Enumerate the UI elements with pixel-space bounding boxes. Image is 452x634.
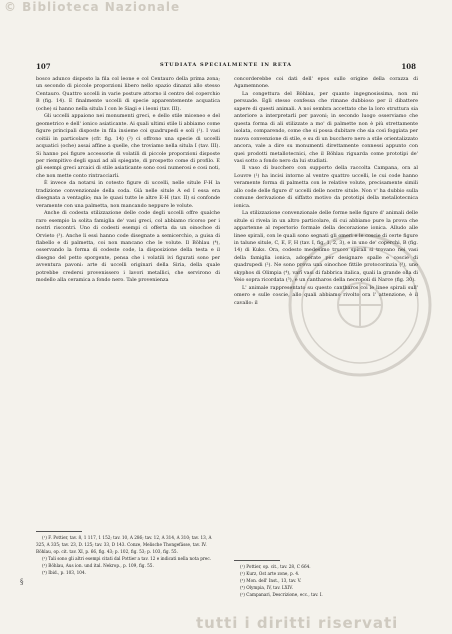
footnote: (²) Tali sono gli altri esempi citati dal Pottier a tav. 12 e indicati nella nota prec. <box>42 555 212 561</box>
paragraph: Gli uccelli appaiono nei monumenti greci, e dello stile miceneo e del geometrico e dell' ionico asiaticante. Ai quali ultimi stile li abbiamo come figure principali disposte in fila insieme coi quadrupedi e soli (¹). I vasi coitiii in particolare (cfr. fig. 14) (²) ci offrono una specie di uccelli acquatici (oche) assai affine a quelle, che troviamo nella situla I (tav. III). Si hanno poi figure accessorie di volatili di piccole proporzioni disposte per riempitivo degli spazi ad ali spiegate, di prospetto come di profilo. E gli esempi greci arcaici di stile asiaticante sono così numerosi e così noti, che non mette conto rintracciarli. <box>36 113 220 179</box>
margin-mark: § <box>20 578 24 586</box>
left-column <box>36 76 220 285</box>
right-footnotes <box>234 564 418 599</box>
paragraph: La congettura del Böhlau, per quanto ingegnosissima, non mi persuade. Egli stesso confessa che rimane dubbioso per il dibattere sapere di questi animali. A noi sembra accettato che la loro struttura sia anteriore a interpretarli per pavoni; in secondo luogo osserviamo che questa forma di ali stilizzate a mo' di palmette non è più strettamente isolata, comparendo, come che si possa dubitare che sia così foggiata per nuova convenzione di stile, e su di un bucchero nero a stile orientalizzato ancora, vale a dire su monumenti direttamente connessi appunto con quei prodotti metallotecnici, che il Böhlau riguarda come prototipi de' vasi sotto a fondo nero da lui studiati. <box>234 90 418 164</box>
right-column <box>234 76 418 307</box>
footnote: (⁴) Olympia, IV, tav. LXIV. <box>240 584 293 590</box>
paragraph: La stilizzazione convenzionale delle forme nelle figure d' animali delle situle si rivela in un altro particolare, di cui abbiamo pure la prova che appartenne al repertorio formale della decorazione ionica. Alludo alle linee spirali, con le quali sono segnati gli omeri e le coscie di certe figure in talune situle, C, E, F, H (tav. I, fig. 1, 2, 3), e in uno de' coperchi, B (fig. 14) di Kuks. Ora, codesto medesimo trucco spirali si trovano nei vasi della famiglia ionica, adoperate per designare spalle e coscie di quadrupedi (²). Ne sono prova una oinochoe fittile protocorinzia (³), uno skyphos di Olimpia (⁴), varî vasi di fabbrica italica, quali la grande olla di Veio sopra ricordata (⁵), e un cantharos della necropoli di Narce (fig. 30). <box>234 210 418 284</box>
running-title: STUDIATA SPECIALMENTE IN RETA <box>159 62 293 68</box>
paragraph: Anche di codesta stilizzazione delle code degli uccelli offre qualche raro esempio la solita famiglia de' vasi greci, col abbiamo ricorso per i nostri riscontri. Uno di codesti esempi ci offerta da un oinochoe di Orvieto (³). Anche lì essi hanno code disegnate a semicerchio, a guisa di flabello e di palmetta, coi non mancano che le volute. Il Böhlau (⁴), osservando la forma di codeste code, la disposizione della testa e il disegno del petto sporgente, pensa che i volatili ivi figurati sono per avventura pavoni: arte di uccelli originari della Siria, della quale potrebbe credersi provenissero i lavori metallici, che servirono di modello alla ceramica a fondo nero. Tale provenienza <box>36 210 220 284</box>
footnote: (⁴) Ibid., p. 103, 104. <box>42 569 86 575</box>
footnote: (³) Böhlau, Aus ion. und ital. Nekrop., p. 109, fig. 55. <box>42 562 154 568</box>
footnote-rule <box>36 531 82 532</box>
footnote: (³) Mon. dell' Inst., 13, tav. V. <box>240 577 302 583</box>
paragraph: L' animale rappresentato su questo cantharos coi le linee spirali sull' omero e sulle coscie, allo quali abbiamo rivolto ora l' attenzione, è il cavallo: il <box>234 284 418 306</box>
left-footnotes <box>36 535 220 576</box>
paragraph: Il vaso di bucchero con supporto della raccolta Campana, ora al Louvre (¹) ha incisi intorno al ventre quattro uccelli, le cui code hanno veramente forma di palmetta con le relative volute, precisamente simili allo code delle figure d' uccelli delle nostre situle. Non v' ha dubbio sulla comune derivazione di siffatto motivo da prototipi della metallotecnica ionica. <box>234 165 418 209</box>
footnote-rule <box>234 560 280 561</box>
running-header <box>36 62 416 72</box>
paragraph: bosco adunco disposto la fila col leone e col Centauro della prima zona; un secondo di piccole proporzioni libero nello spazio dinanzi allo stesso Centauro. Quattro uccelli in varie posture attorno il centro del coperchio B (fig. 14). E finalmente uccelli di specie apparentemente acquatica (oche) si hanno nella situla I con le Siagi e i leoni (tav. III). <box>36 76 220 112</box>
page-number-left: 107 <box>36 62 51 71</box>
footnote: (²) Kurz, Ost arte zone, p. 4. <box>240 570 300 576</box>
page-number-right: 108 <box>401 62 416 71</box>
watermark-top: © Biblioteca Nazionale <box>4 0 181 14</box>
paragraph: È invece da notarsi in cotesto figure di uccelli, nelle situle F-H la tradizione convenzionale della coda. Già nelle situle A ed I essa era disegnata a ventaglio; ma le quasi tutte le altre E-H (tav. II) si confonde veramente con una palmetta, non mancando neppure le volute. <box>36 180 220 209</box>
footnote: (⁵) Campanari, Descrizione, ecc., tav. I. <box>240 591 323 597</box>
footnote: (¹) F. Pottier, tav. 8, 1 117, 1 152; tav. 10, A 286; tav. 12, A 314, A 310; tav. 13, A 325, A 335; tav. 23, D. 125; tav. 33, D 143. Conze, Melische Thongefässe, tav. IV. Böhlau, op. cit. tav. XI, p. 66, fig. 43; p. 102, fig. 53; p. 103, fig. 55. <box>36 535 212 554</box>
watermark-bottom: tutti i diritti riservati <box>196 614 399 632</box>
paragraph: concorderebbe coi dati dell' epos sullo origine della corazza di Agamemnone. <box>234 76 418 90</box>
footnote: (¹) Pottier, op. cit., tav. 28, C 664. <box>240 564 311 569</box>
